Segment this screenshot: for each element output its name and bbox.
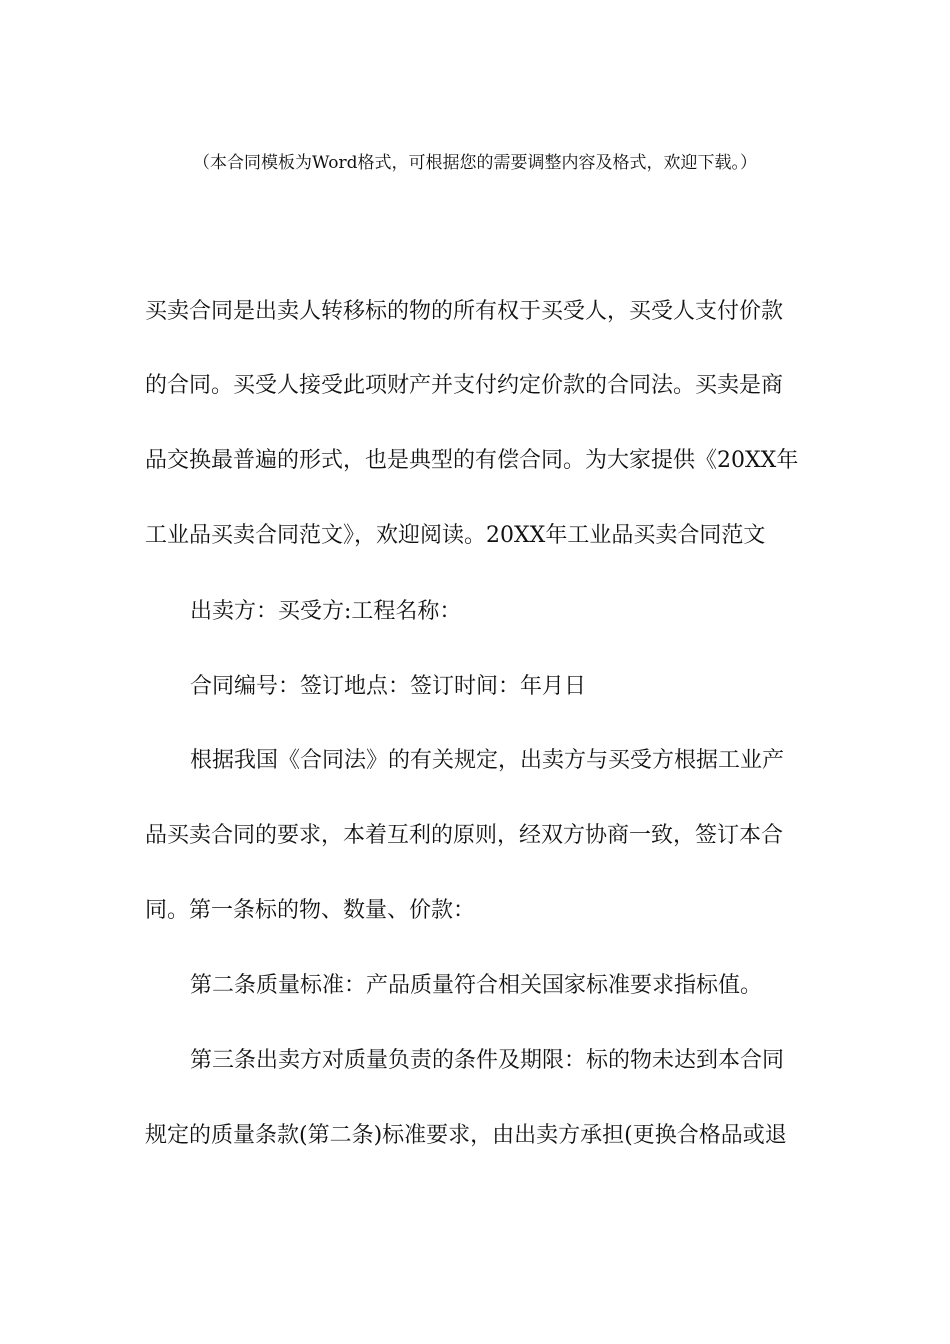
paragraph-line: 买卖合同是出卖人转移标的物的所有权于买受人，买受人支付价款 <box>145 299 784 324</box>
paragraph-line: 工业品买卖合同范文》，欢迎阅读。20XX年工业品买卖合同范文 <box>145 523 766 548</box>
paragraph-line: 的合同。买受人接受此项财产并支付约定价款的合同法。买卖是商 <box>145 373 784 398</box>
template-note: （本合同模板为Word格式，可根据您的需要调整内容及格式，欢迎下载。） <box>192 153 758 173</box>
paragraph-line: 根据我国《合同法》的有关规定，出卖方与买受方根据工业产 <box>190 748 785 773</box>
parties-line: 出卖方：买受方:工程名称： <box>190 599 462 624</box>
clause-line: 第二条质量标准：产品质量符合相关国家标准要求指标值。 <box>190 973 763 998</box>
paragraph-line: 品交换最普遍的形式，也是典型的有偿合同。为大家提供《20XX年 <box>145 448 799 473</box>
clause-line: 规定的质量条款(第二条)标准要求，由出卖方承担(更换合格品或退 <box>145 1123 787 1148</box>
clause-line: 第三条出卖方对质量负责的条件及期限：标的物未达到本合同 <box>190 1048 785 1073</box>
contract-info-line: 合同编号：签订地点：签订时间：年月日 <box>190 674 587 699</box>
paragraph-line: 品买卖合同的要求，本着互利的原则，经双方协商一致，签订本合 <box>145 823 784 848</box>
paragraph-line: 同。第一条标的物、数量、价款： <box>145 898 476 923</box>
